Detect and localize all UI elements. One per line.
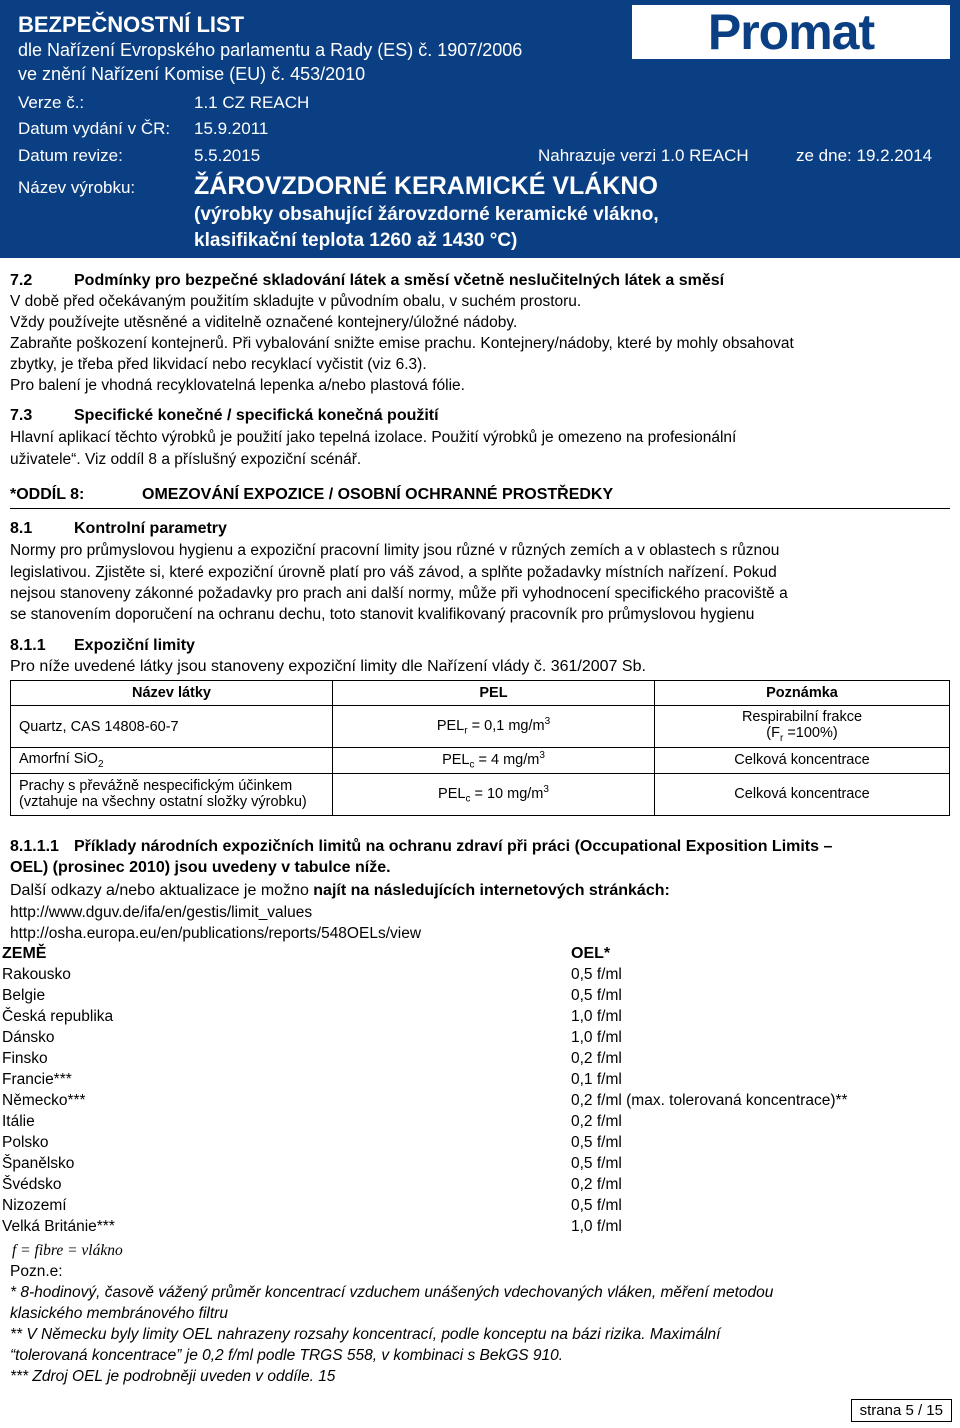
pel-text: PEL (438, 785, 466, 802)
section-title: Expoziční limity (74, 637, 195, 654)
pel-sub: c (465, 793, 471, 805)
pel-text: PEL (442, 751, 470, 768)
note-1-line-1: * 8-hodinový, časově vážený průměr koncentrací vzduchem unášených vdechovaných vláken, měření metodou (10, 1284, 774, 1301)
version-label: Verze č.: (18, 93, 85, 112)
s81-line-3: nejsou stanoveny zákonné požadavky pro prach ani další normy, může při vyhodnocení specifického pracoviště a (10, 585, 788, 602)
note-line-2 (663, 725, 941, 744)
substance-text: Amorfní SiO (19, 750, 98, 767)
link-dguv[interactable]: http://www.dguv.de/ifa/en/gestis/limit_values (10, 904, 313, 921)
section-8-1-1-heading (10, 637, 195, 655)
oel-value: 0,5 f/ml (571, 1155, 622, 1172)
s8111-links-intro (10, 881, 670, 901)
fibre-note: f = fibre = vlákno (12, 1242, 123, 1259)
version-value: 1.1 CZ REACH (194, 93, 310, 112)
section-7-3-heading (10, 407, 439, 425)
document-header (0, 0, 960, 258)
section-number: 8.1 (10, 520, 33, 537)
oel-col-value: OEL* (571, 945, 611, 962)
oel-country: Španělsko (2, 1155, 75, 1172)
section-number: 8.1.1 (10, 637, 46, 654)
page-number: strana 5 / 15 (851, 1399, 952, 1422)
note-1-line-2: klasického membránového filtru (10, 1305, 228, 1322)
pel-sup: 3 (544, 716, 551, 728)
promat-logo: Promat (632, 5, 950, 59)
oel-value: 0,2 f/ml (571, 1113, 622, 1130)
cell-pel (333, 748, 655, 774)
notes-heading: Pozn.e: (10, 1263, 63, 1280)
product-subtitle-2: klasifikační teplota 1260 až 1430 °C) (194, 230, 518, 251)
section-8-title: OMEZOVÁNÍ EXPOZICE / OSOBNÍ OCHRANNÉ PROSTŘEDKY (142, 486, 614, 503)
oel-value: 0,1 f/ml (571, 1071, 622, 1088)
issue-value: 15.9.2011 (194, 119, 269, 138)
section-8-1-1-1-heading-cont: OEL) (prosinec 2010) jsou uvedeny v tabulce níže. (10, 859, 391, 876)
s72-line-2: Vždy používejte utěsněné a viditelně označené kontejnery/úložné nádoby. (10, 314, 518, 331)
product-label: Název výrobku: (18, 178, 136, 197)
table-row (11, 706, 950, 748)
table-row (11, 773, 950, 815)
oel-country: Česká republika (2, 1008, 114, 1025)
product-name: ŽÁROVZDORNÉ KERAMICKÉ VLÁKNO (194, 172, 658, 200)
regulation-line-1: dle Nařízení Evropského parlamentu a Rady (ES) č. 1907/2006 (18, 40, 523, 60)
col-header-pel: PEL (333, 681, 655, 706)
note-sub: r (779, 732, 784, 744)
oel-country: Německo*** (2, 1092, 86, 1109)
s73-line-2: uživatele“. Viz oddíl 8 a příslušný expoziční scénář. (10, 451, 362, 468)
note-line-1: Respirabilní frakce (741, 709, 863, 726)
oel-value: 0,5 f/ml (571, 1197, 622, 1214)
oel-country: Francie*** (2, 1071, 72, 1088)
cell-substance: Quartz, CAS 14808-60-7 (11, 706, 333, 748)
pel-sup: 3 (539, 750, 545, 761)
s72-line-5: Pro balení je vhodná recyklovatelná lepenka a/nebo plastová fólie. (10, 377, 465, 394)
oel-country: Rakousko (2, 966, 71, 983)
section-title: Příklady národních expozičních limitů na ochranu zdraví při práci (Occupational Exposition Limits – (74, 838, 833, 855)
pel-text: PEL (436, 717, 465, 734)
cell-pel (333, 773, 655, 815)
s81-line-2: legislativou. Zjistěte si, které expoziční úrovně platí pro váš závod, a splňte požadavky místních nařízení. Pokud (10, 564, 777, 581)
replaces-date: ze dne: 19.2.2014 (796, 146, 933, 165)
regulation-line-2: ve znění Nařízení Komise (EU) č. 453/2010 (18, 64, 366, 84)
s72-line-3: Zabraňte poškození kontejnerů. Při vybalování snižte emise prachu. Kontejnery/nádoby, které by mohly obsahovat (10, 335, 794, 352)
section-7-2-heading (10, 272, 724, 290)
section-title: Kontrolní parametry (74, 520, 227, 537)
links-intro-bold: najít na následujících internetových stránkách: (313, 882, 670, 899)
note-3: *** Zdroj OEL je podrobněji uveden v oddíle. 15 (10, 1368, 336, 1385)
section-title: Podmínky pro bezpečné skladování látek a směsí včetně neslučitelných látek a směsí (74, 272, 725, 289)
oel-country: Finsko (2, 1050, 48, 1067)
link-osha[interactable]: http://osha.europa.eu/en/publications/reports/548OELs/view (10, 925, 422, 942)
table-header-row (11, 681, 950, 706)
doc-title: BEZPEČNOSTNÍ LIST (18, 12, 245, 37)
oel-value: 0,2 f/ml (571, 1176, 622, 1193)
section-number: 8.1.1.1 (10, 838, 59, 855)
section-8-banner (10, 486, 950, 509)
table-row (11, 748, 950, 774)
oel-col-country: ZEMĚ (2, 945, 47, 962)
substance-line-2: (vztahuje na všechny ostatní složky výrobku) (19, 794, 307, 811)
s811-line-1: Pro níže uvedené látky jsou stanoveny expoziční limity dle Nařízení vlády č. 361/2007 Sb. (10, 658, 646, 675)
note-2-line-1: ** V Německu byly limity OEL nahrazeny rozsahy koncentrací, podle konceptu na bázi rizika. Maximální (10, 1326, 721, 1343)
revision-label: Datum revize: (18, 146, 123, 165)
oel-country: Nizozemí (2, 1197, 67, 1214)
section-number: 7.3 (10, 407, 33, 424)
cell-note (655, 706, 950, 748)
cell-substance (11, 773, 333, 815)
pel-sub: c (469, 759, 475, 771)
pel-sup: 3 (543, 783, 549, 795)
pel-value: = 4 mg/m (474, 751, 540, 768)
oel-country: Dánsko (2, 1029, 55, 1046)
oel-value: 0,5 f/ml (571, 987, 622, 1004)
oel-value: 0,2 f/ml (max. tolerovaná koncentrace)** (571, 1092, 848, 1109)
oel-value: 1,0 f/ml (571, 1218, 622, 1235)
s72-line-4: zbytky, je třeba před likvidací nebo recyklací vyčistit (viz 6.3). (10, 356, 427, 373)
substance-line-1: Prachy s převážně nespecifickým účinkem (19, 778, 293, 795)
revision-value: 5.5.2015 (194, 146, 261, 165)
cell-substance (11, 748, 333, 774)
oel-country: Švédsko (2, 1176, 62, 1193)
issue-label: Datum vydání v ČR: (18, 119, 171, 138)
replaces-version: Nahrazuje verzi 1.0 REACH (538, 146, 749, 165)
section-8-1-1-1-heading (10, 838, 832, 856)
oel-value: 0,2 f/ml (571, 1050, 622, 1067)
section-8-label: *ODDÍL 8: (10, 486, 85, 503)
col-header-note: Poznámka (655, 681, 950, 706)
oel-country: Polsko (2, 1134, 49, 1151)
substance-sub: 2 (97, 758, 104, 770)
cell-pel (333, 706, 655, 748)
section-8-1-heading (10, 520, 227, 538)
cell-note: Celková koncentrace (655, 748, 950, 774)
pel-sub: r (464, 725, 468, 737)
oel-value: 0,5 f/ml (571, 1134, 622, 1151)
oel-country: Itálie (2, 1113, 35, 1130)
col-header-substance: Název látky (11, 681, 333, 706)
pel-value: = 0,1 mg/m (467, 717, 545, 734)
s81-line-1: Normy pro průmyslovou hygienu a expoziční pracovní limity jsou různé v různých zemích a v oblastech s různou (10, 542, 780, 559)
note-2-line-2: “tolerovaná koncentrace” je 0,2 f/ml podle TRGS 558, v kombinaci s BekGS 910. (10, 1347, 564, 1364)
pel-value: = 10 mg/m (470, 785, 544, 802)
s73-line-1: Hlavní aplikací těchto výrobků je použití jako tepelná izolace. Použití výrobků je omezeno na profesionální (10, 429, 737, 446)
section-title: Specifické konečné / specifická konečná použití (74, 407, 439, 424)
links-intro-text: Další odkazy a/nebo aktualizace je možno (10, 882, 314, 899)
s72-line-1: V době před očekávaným použitím skladujte v původním obalu, v suchém prostoru. (10, 293, 582, 310)
note-text-end: =100%) (783, 725, 838, 742)
oel-value: 0,5 f/ml (571, 966, 622, 983)
oel-country: Velká Británie*** (2, 1218, 115, 1235)
pel-table (10, 680, 950, 816)
product-subtitle-1: (výrobky obsahující žárovzdorné keramické vlákno, (194, 204, 659, 225)
cell-note: Celková koncentrace (655, 773, 950, 815)
oel-value: 1,0 f/ml (571, 1008, 622, 1025)
s81-line-4: se stanovením doporučení na ochranu dechu, toto stanovit kvalifikovaný pracovník pro průmyslovou hygienu (10, 606, 755, 623)
oel-value: 1,0 f/ml (571, 1029, 622, 1046)
note-text: (F (766, 725, 780, 742)
oel-country: Belgie (2, 987, 46, 1004)
section-number: 7.2 (10, 272, 33, 289)
